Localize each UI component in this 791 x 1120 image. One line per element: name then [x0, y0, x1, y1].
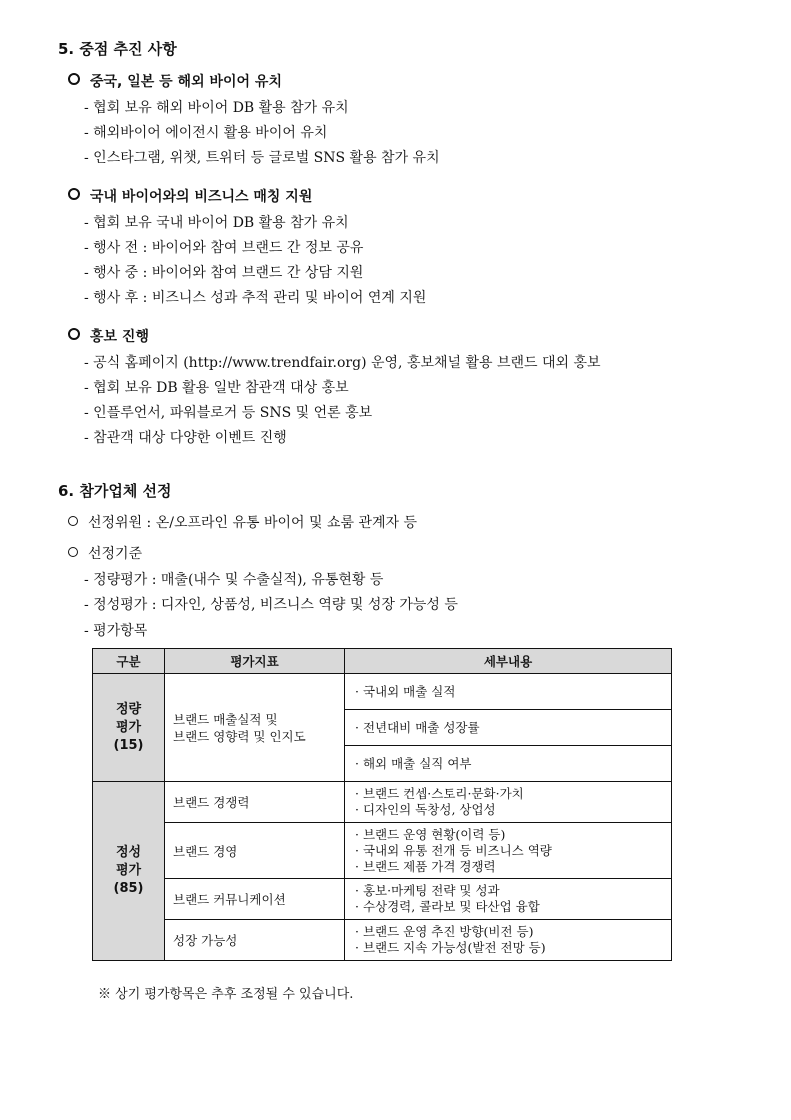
indicator-cell: 브랜드 경영 — [165, 823, 345, 879]
indicator-cell: 브랜드 경쟁력 — [165, 782, 345, 823]
table-row — [93, 674, 672, 710]
list-item: - 행사 중 : 바이어와 참여 브랜드 간 상담 지원 — [84, 265, 364, 281]
list-item: - 해외바이어 에이전시 활용 바이어 유치 — [84, 125, 328, 141]
category-quantitative: 정량 평가 (15) — [93, 674, 165, 782]
list-item: - 협회 보유 해외 바이어 DB 활용 참가 유치 — [84, 100, 349, 116]
detail-cell: · 브랜드 운영 추진 방향(비전 등) · 브랜드 지속 가능성(발전 전망 등) — [345, 920, 672, 961]
list-item: - 정성평가 : 디자인, 상품성, 비즈니스 역량 및 성장 가능성 등 — [84, 597, 458, 613]
evaluation-table — [92, 648, 672, 961]
table-header-row — [93, 649, 672, 674]
table-row — [93, 879, 672, 920]
group-heading-domestic-matching: 국내 바이어와의 비즈니스 매칭 지원 — [68, 186, 312, 206]
indicator-cell: 브랜드 매출실적 및 브랜드 영향력 및 인지도 — [165, 674, 345, 782]
category-qualitative: 정성 평가 (85) — [93, 782, 165, 961]
table-row — [93, 782, 672, 823]
list-item: - 협회 보유 국내 바이어 DB 활용 참가 유치 — [84, 215, 349, 231]
detail-cell: · 홍보·마케팅 전략 및 성과 · 수상경력, 콜라보 및 타산업 융합 — [345, 879, 672, 920]
list-item: - 인스타그램, 위챗, 트위터 등 글로벌 SNS 활용 참가 유치 — [84, 150, 440, 166]
header-category: 구분 — [93, 649, 165, 674]
section-5-title: 5. 중점 추진 사항 — [58, 40, 177, 58]
footnote: ※ 상기 평가항목은 추후 조정될 수 있습니다. — [98, 987, 354, 1002]
criteria-label: 선정기준 — [68, 543, 142, 563]
circle-bullet-icon — [68, 547, 78, 557]
header-details: 세부내용 — [345, 649, 672, 674]
detail-cell: · 국내외 매출 실적 — [345, 674, 672, 710]
group-heading-overseas-buyers: 중국, 일본 등 해외 바이어 유치 — [68, 71, 282, 91]
circle-bullet-icon — [68, 73, 80, 85]
detail-cell: · 브랜드 운영 현황(이력 등) · 국내외 유통 전개 등 비즈니스 역량 · 브랜드 제품 가격 경쟁력 — [345, 823, 672, 879]
indicator-cell: 브랜드 커뮤니케이션 — [165, 879, 345, 920]
table-row — [93, 920, 672, 961]
section-6-title: 6. 참가업체 선정 — [58, 482, 172, 500]
detail-cell: · 브랜드 컨셉·스토리·문화·가치 · 디자인의 독창성, 상업성 — [345, 782, 672, 823]
list-item: - 평가항목 — [84, 623, 148, 639]
list-item: - 정량평가 : 매출(내수 및 수출실적), 유통현황 등 — [84, 572, 384, 588]
circle-bullet-icon — [68, 188, 80, 200]
list-item: - 인플루언서, 파워블로거 등 SNS 및 언론 홍보 — [84, 405, 373, 421]
list-item: - 협회 보유 DB 활용 일반 참관객 대상 홍보 — [84, 380, 349, 396]
list-item: - 행사 후 : 비즈니스 성과 추적 관리 및 바이어 연계 지원 — [84, 290, 427, 306]
detail-cell: · 전년대비 매출 성장률 — [345, 710, 672, 746]
group-heading-promotion: 홍보 진행 — [68, 326, 149, 346]
list-item: - 행사 전 : 바이어와 참여 브랜드 간 정보 공유 — [84, 240, 364, 256]
circle-bullet-icon — [68, 516, 78, 526]
list-item: - 공식 홈페이지 (http://www.trendfair.org) 운영, 홍보채널 활용 브랜드 대외 홍보 — [84, 355, 601, 371]
indicator-cell: 성장 가능성 — [165, 920, 345, 961]
committee-line: 선정위원 : 온/오프라인 유통 바이어 및 쇼룸 관계자 등 — [68, 512, 417, 532]
list-item: - 참관객 대상 다양한 이벤트 진행 — [84, 430, 287, 446]
table-row — [93, 823, 672, 879]
header-indicator: 평가지표 — [165, 649, 345, 674]
circle-bullet-icon — [68, 328, 80, 340]
detail-cell: · 해외 매출 실직 여부 — [345, 746, 672, 782]
